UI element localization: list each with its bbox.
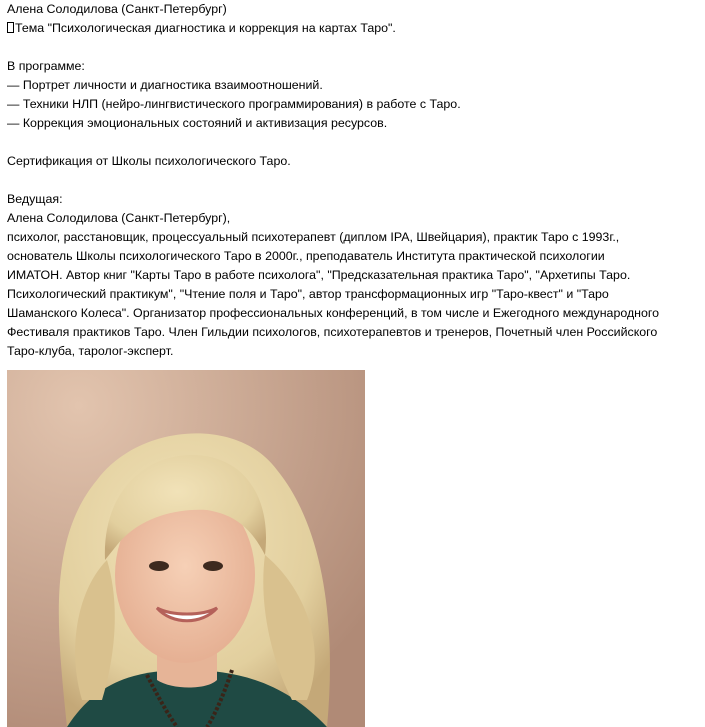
portrait-illustration — [7, 370, 365, 727]
post-text — [7, 0, 701, 361]
host-heading: Ведущая: — [7, 192, 63, 206]
spacer — [7, 133, 701, 152]
bio-line: Фестиваля практиков Таро. Член Гильдии психологов, психотерапевтов и тренеров, Почетный член Российского — [7, 325, 658, 339]
empty-box-icon — [7, 22, 14, 33]
program-item: — Коррекция эмоциональных состояний и активизация ресурсов. — [7, 116, 388, 130]
program-item: — Техники НЛП (нейро-лингвистического программирования) в работе с Таро. — [7, 97, 461, 111]
program-item: — Портрет личности и диагностика взаимоотношений. — [7, 78, 323, 92]
topic-line — [7, 19, 701, 38]
bio-line: Психологический практикум", "Чтение поля и Таро", автор трансформационных игр "Таро-квест" и "Таро — [7, 287, 609, 301]
bio-line: психолог, расстановщик, процессуальный психотерапевт (диплом IPA, Швейцария), практик Таро с 1993г., — [7, 230, 620, 244]
spacer — [7, 171, 701, 190]
post-header: Алена Солодилова (Санкт-Петербург) — [7, 2, 227, 16]
bio-line: основатель Школы психологического Таро в 2000г., преподаватель Института практической психологии — [7, 249, 605, 263]
left-eye — [149, 561, 169, 571]
certification-text: Сертификация от Школы психологического Таро. — [7, 154, 291, 168]
host-photo[interactable] — [7, 370, 365, 727]
spacer — [7, 38, 701, 57]
bio-line: Шаманского Колеса". Организатор профессиональных конференций, в том числе и Ежегодного международного — [7, 306, 660, 320]
right-eye — [203, 561, 223, 571]
program-heading: В программе: — [7, 59, 85, 73]
topic-text: Тема "Психологическая диагностика и коррекция на картах Таро". — [15, 21, 396, 35]
host-name: Алена Солодилова (Санкт-Петербург), — [7, 211, 231, 225]
bio-line: Таро-клуба, таролог-эксперт. — [7, 344, 174, 358]
bio-line: ИМАТОН. Автор книг "Карты Таро в работе психолога", "Предсказательная практика Таро", "Архетипы Таро. — [7, 268, 631, 282]
